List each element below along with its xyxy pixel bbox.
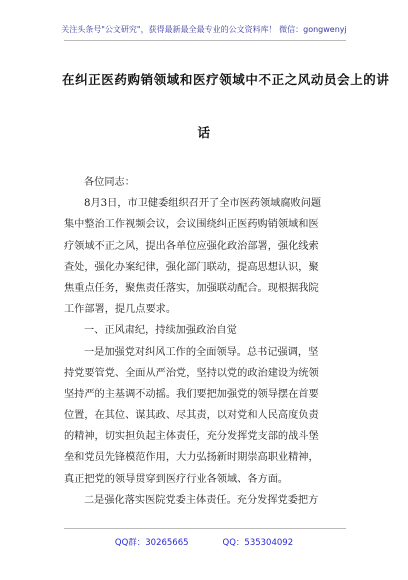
header-note: 关注头条号"公文研究"，获得最新最全最专业的公文资料库！ 微信：gongwenyj — [61, 25, 347, 34]
body-line: 疗领域不正之风，提出各单位应强化政治部署，强化线索 — [64, 240, 319, 252]
body-line: 持党要管党、全面从严治党，坚持以党的政治建设为统领 — [64, 367, 319, 379]
document-title-line-2: 话 — [197, 125, 211, 140]
header-divider — [64, 40, 346, 41]
body-line: 各位同志： — [84, 177, 135, 188]
footer-qq-group: QQ群：30265665 — [114, 538, 189, 548]
body-line: 焦重点任务，聚焦责任落实，加强联动配合。现根据我院 — [64, 282, 319, 294]
body-line: 一、正风肃纪，持续加强政治自觉 — [84, 325, 237, 337]
body-line: 一是加强党对纠风工作的全面领导。总书记强调，坚 — [84, 346, 319, 358]
body-line: 垒和党员先锋模范作用，大力弘扬新时期崇高职业精神， — [64, 452, 319, 464]
document-body — [64, 172, 346, 511]
body-line: 位置，在其位、谋其政、尽其责，以对党和人民高度负责 — [64, 410, 319, 422]
body-line: 工作部署，提几点要求。 — [64, 304, 177, 316]
body-line: 8月3日，市卫健委组织召开了全市医药领域腐败问题 — [84, 198, 322, 210]
body-line: 的精神，切实担负起主体责任，充分发挥党支部的战斗堡 — [64, 431, 319, 443]
body-line: 真正把党的领导贯穿到医疗行业各领域、各方面。 — [64, 473, 289, 485]
body-line: 集中整治工作视频会议，会议围绕纠正医药购销领域和医 — [64, 219, 319, 231]
body-line: 坚持严的主基调不动摇。我们要把加强党的领导摆在首要 — [64, 388, 319, 400]
body-line: 二是强化落实医院党委主体责任。充分发挥党委把方 — [84, 494, 319, 506]
document-title-line-1: 在纠正医药购销领域和医疗领域中不正之风动员会上的讲 — [62, 72, 390, 87]
footer-divider — [64, 528, 346, 529]
footer-contact — [0, 536, 408, 548]
footer-qq-number: QQ：535304092 — [222, 538, 294, 548]
body-line: 查处，强化办案纪律，强化部门联动，提高思想认识，聚 — [64, 261, 319, 273]
